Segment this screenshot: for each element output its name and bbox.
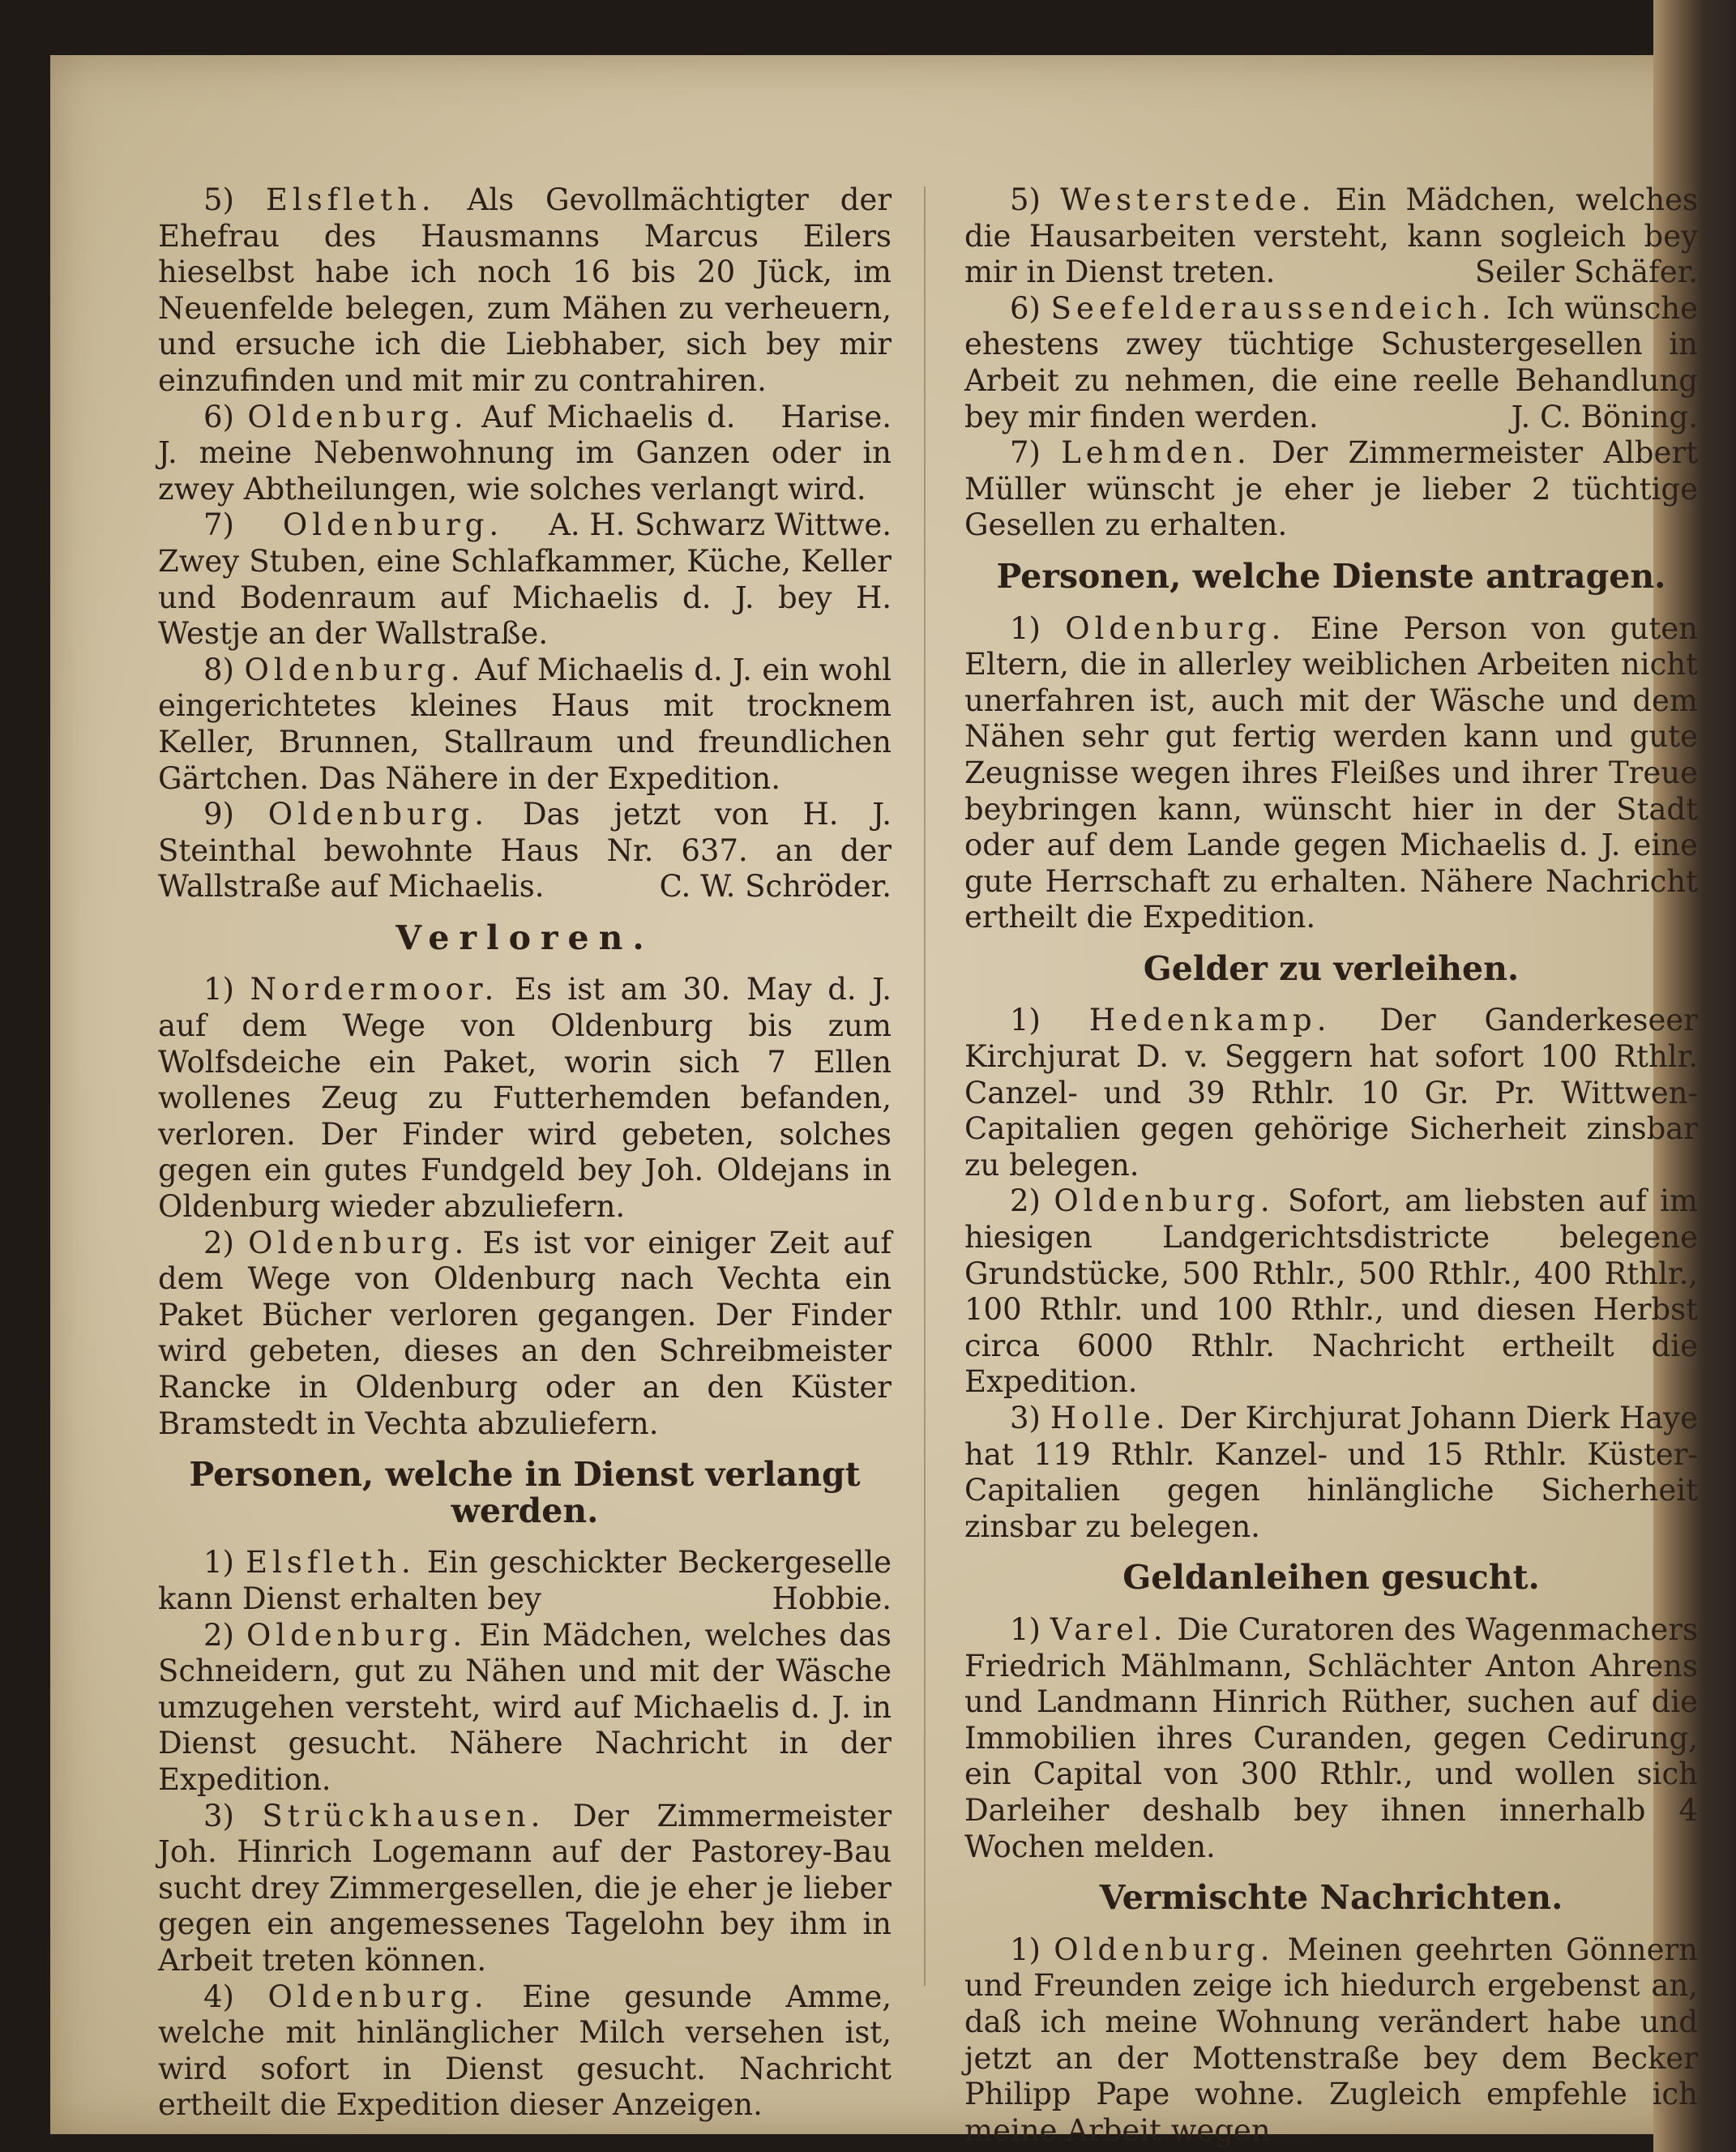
notice-signature: Hobbie. <box>772 1581 892 1616</box>
notice <box>158 1545 892 1617</box>
notice-signature: J. C. Böning. <box>1511 399 1698 434</box>
notice-place: Holle. <box>1050 1401 1170 1435</box>
notice-place: Oldenburg. <box>267 797 490 832</box>
notice <box>158 652 892 797</box>
notice-number: 5) <box>203 182 234 217</box>
notice-place: Oldenburg. <box>267 1979 489 2014</box>
notice-number: 6) <box>1010 290 1041 326</box>
notice-signature: A. H. Schwarz Wittwe. <box>549 507 892 543</box>
notice-text: Sofort, am liebsten auf im hiesigen Landgerichtsdistricte belegene Grundstücke, 500 Rthlr., 500 Rthlr., 400 Rthlr., 100 Rthlr. und 100 Rthlr., und diesen Herbst circa 6000 Rthlr. Nachricht ertheilt die Expedition. <box>964 1183 1699 1400</box>
notice <box>964 1932 1698 2150</box>
notice-number: 1) <box>1010 1932 1041 1967</box>
notice-number: 2) <box>1010 1183 1041 1219</box>
notice <box>964 1612 1698 1865</box>
notice-text: Auf Michaelis d. J. meine Nebenwohnung im Ganzen oder in zwey Abtheilungen, wie solches verlangt wird. <box>158 399 892 507</box>
notice-number: 9) <box>203 797 234 832</box>
right-column <box>964 182 1698 2149</box>
notice-place: Oldenburg. <box>1054 1932 1275 1967</box>
notice-number: 1) <box>1010 1003 1041 1038</box>
notice-place: Nordermoor. <box>250 972 499 1008</box>
notice-number: 7) <box>203 507 234 543</box>
notice <box>158 797 892 905</box>
notice-number: 1) <box>1010 1611 1041 1647</box>
notice-place: Oldenburg. <box>244 652 465 687</box>
section-heading-gelder: Gelder zu verleihen. <box>1143 948 1520 988</box>
notice-text: Meinen geehrten Gönnern und Freunden zeige ich hiedurch ergebenst an, daß ich meine Wohnung verändert habe und jetzt an der Mottenstraße bey dem Becker Philipp Pape wohne. Zugleich empfehle ich meine Arbeit wegen <box>964 1932 1698 2148</box>
notice-place: Elsfleth. <box>265 182 436 217</box>
notice-place: Oldenburg. <box>248 1225 469 1260</box>
notice-text: Auf Michaelis d. J. ein wohl eingerichtetes kleines Haus mit trocknem Keller, Brunnen, Stallraum und freundlichen Gärtchen. Das Nähere in der Expedition. <box>158 652 892 796</box>
notice-text: Der Kirchjurat Johann Dierk Haye hat 119 Rthlr. Kanzel- und 15 Rthlr. Küster-Capitalien gegen hinlängliche Sicherheit zinsbar zu belegen. <box>964 1401 1698 1544</box>
notice <box>964 291 1698 435</box>
notice <box>964 1003 1698 1183</box>
notice <box>964 611 1698 936</box>
notice-number: 4) <box>203 1979 234 2014</box>
notice-text: Ich wünsche ehestens zwey tüchtige Schustergesellen in Arbeit zu nehmen, die eine reelle Behandlung bey mir finden werden. <box>964 290 1698 434</box>
notice-number: 6) <box>203 399 234 434</box>
notice-signature: Seiler Schäfer. <box>1474 255 1698 290</box>
notice-signature: C. W. Schröder. <box>659 869 892 905</box>
notice-number: 8) <box>203 652 234 687</box>
notice-place: Seefelderaussendeich. <box>1050 290 1496 326</box>
notice-number: 1) <box>1010 610 1041 646</box>
notice-place: Strückhausen. <box>262 1798 545 1833</box>
notice <box>158 1799 892 1979</box>
notice-text: Ein Mädchen, welches die Hausarbeiten versteht, kann sogleich bey mir in Dienst treten. <box>964 182 1698 290</box>
notice <box>158 1618 892 1799</box>
notice-place: Oldenburg. <box>246 1617 468 1653</box>
notice-text: Eine Person von guten Eltern, die in allerley weiblichen Arbeiten nicht unerfahren ist, auch mit der Wäsche und dem Nähen sehr gut fertig werden kann und gute Zeugnisse wegen ihres Fleißes und ihrer Treue beybringen kann, wünscht hier in der Stadt oder auf dem Lande gegen Michaelis d. J. eine gute Herrschaft zu erhalten. Nähere Nachricht ertheilt die Expedition. <box>964 610 1698 935</box>
notice-signature: Harise. <box>780 399 892 434</box>
notice-text: Zwey Stuben, eine Schlafkammer, Küche, Keller und Bodenraum auf Michaelis d. J. bey H. Westje an der Wallstraße. <box>158 543 892 652</box>
section-heading-dienste-antragen: Personen, welche Dienste antragen. <box>996 556 1666 596</box>
notice-number: 1) <box>203 1545 234 1581</box>
section-heading-dienst-verlangt: Personen, welche in Dienst verlangt werden. <box>189 1455 861 1530</box>
notice-number: 2) <box>203 1225 234 1260</box>
notice-number: 2) <box>203 1617 234 1653</box>
left-intro-list <box>158 182 892 905</box>
notice-text: Es ist vor einiger Zeit auf dem Wege von Oldenburg nach Vechta ein Paket Bücher verloren gegangen. Der Finder wird gebeten, dieses an den Schreibmeister Rancke in Oldenburg oder an den Küster Bramstedt in Vechta abzuliefern. <box>158 1225 892 1441</box>
notice-place: Hedenkamp. <box>1088 1003 1332 1038</box>
notice <box>964 435 1698 544</box>
notice-number: 3) <box>1010 1401 1041 1435</box>
notice-text: Der Zimmermeister Joh. Hinrich Logemann auf der Pastorey-Bau sucht drey Zimmergesellen, die je eher je lieber gegen ein angemessenes Tagelohn bey ihm in Arbeit treten können. <box>158 1798 892 1978</box>
section-heading-verloren: Verloren. <box>396 918 654 957</box>
notice-number: 3) <box>203 1798 234 1833</box>
notice-place: Westerstede. <box>1060 182 1316 217</box>
notice-place: Oldenburg. <box>247 399 468 434</box>
notice-text: Als Gevollmächtigter der Ehefrau des Hausmanns Marcus Eilers hieselbst habe ich noch 16 bis 20 Jück, im Neuenfelde belegen, zum Mähen zu verheuern, und ersuche ich die Liebhaber, sich bey mir einzufinden und mit mir zu contrahiren. <box>158 182 892 398</box>
notice <box>158 1226 892 1443</box>
notice-text: Ein geschickter Beckergeselle kann Dienst erhalten bey <box>158 1545 892 1616</box>
section-heading-vermischte: Vermischte Nachrichten. <box>1099 1878 1563 1918</box>
notice <box>964 1401 1698 1545</box>
notice-text: Eine gesunde Amme, welche mit hinlänglicher Milch versehen ist, wird sofort in Dienst gesucht. Nachricht ertheilt die Expedition dieser Anzeigen. <box>158 1979 892 2123</box>
notice-place: Elsfleth. <box>246 1545 416 1581</box>
notice-place: Oldenburg. <box>1054 1183 1275 1219</box>
notice <box>158 1979 892 2124</box>
column-divider <box>924 186 926 1986</box>
notice-text: Die Curatoren des Wagenmachers Friedrich Mählmann, Schlächter Anton Ahrens und Landmann Hinrich Rüther, suchen auf die Immobilien ihres Curanden, gegen Cedirung, ein Capital von 300 Rthlr., und wollen sich Darleiher deshalb bey ihnen innerhalb 4 Wochen melden. <box>964 1611 1699 1864</box>
notice-text: Das jetzt von H. J. Steinthal bewohnte Haus Nr. 637. an der Wallstraße auf Michaelis. <box>158 797 892 905</box>
notice-number: 7) <box>1010 435 1041 471</box>
notice <box>964 1183 1698 1401</box>
notice-place: Lehmden. <box>1061 435 1251 471</box>
left-column <box>158 182 892 2124</box>
notice-number: 1) <box>203 972 234 1008</box>
notice-place: Varel. <box>1050 1611 1168 1647</box>
notice-text: Ein Mädchen, welches das Schneidern, gut zu Nähen und mit der Wäsche umzugehen versteht, wird auf Michaelis d. J. in Dienst gesucht. Nähere Nachricht in der Expedition. <box>158 1617 892 1797</box>
notice-text: Der Ganderkeseer Kirchjurat D. v. Seggern hat sofort 100 Rthlr. Canzel- und 39 Rthlr. 10 Gr. Pr. Wittwen-Capitalien gegen gehörige Sicherheit zinsbar zu belegen. <box>964 1003 1698 1183</box>
notice-place: Oldenburg. <box>282 507 504 543</box>
notice-text: Es ist am 30. May d. J. auf dem Wege von Oldenburg bis zum Wolfsdeiche ein Paket, worin sich 7 Ellen wollenes Zeug zu Futterhemden befanden, verloren. Der Finder wird gebeten, solches gegen ein gutes Fundgeld bey Joh. Oldejans in Oldenburg wieder abzuliefern. <box>158 972 892 1225</box>
notice-text: Der Zimmermeister Albert Müller wünscht je eher je lieber 2 tüchtige Gesellen zu erhalten. <box>964 435 1699 543</box>
notice-number: 5) <box>1010 182 1041 217</box>
notice <box>964 182 1698 291</box>
notice <box>158 972 892 1225</box>
section-heading-geldanleihen: Geldanleihen gesucht. <box>1122 1558 1540 1598</box>
notice-place: Oldenburg. <box>1065 610 1286 646</box>
